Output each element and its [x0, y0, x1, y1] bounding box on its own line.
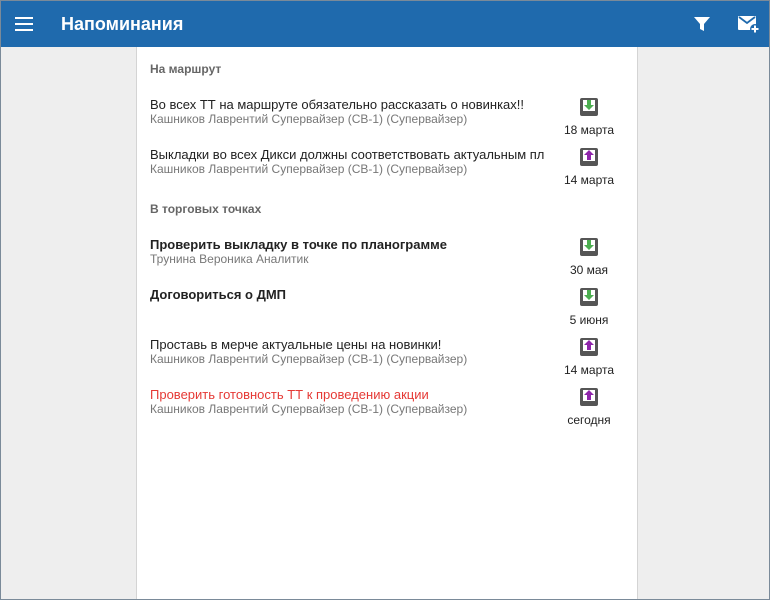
upload-arrow-icon	[579, 147, 599, 167]
reminder-author: Кашников Лаврентий Супервайзер (СВ-1) (Супервайзер)	[150, 402, 468, 416]
reminder-date: 5 июня	[569, 313, 609, 327]
reminder-date: 18 марта	[563, 123, 615, 137]
upload-arrow-icon	[579, 387, 599, 407]
download-arrow-icon	[579, 237, 599, 257]
reminder-text: Выкладки во всех Дикси должны соответствовать актуальным пл	[150, 147, 545, 162]
menu-icon[interactable]	[13, 13, 35, 35]
reminder-text: Во всех ТТ на маршруте обязательно рассказать о новинках!!	[150, 97, 525, 112]
reminder-text: Проверить выкладку в точке по планограмме	[150, 237, 447, 252]
reminder-text: Проверить готовность ТТ к проведению акции	[150, 387, 429, 402]
reminder-date: 14 марта	[563, 173, 615, 187]
reminder-author: Кашников Лаврентий Супервайзер (СВ-1) (Супервайзер)	[150, 112, 468, 126]
reminder-item[interactable]	[137, 337, 637, 383]
page-title: Напоминания	[61, 14, 184, 34]
download-arrow-icon	[579, 287, 599, 307]
download-arrow-icon	[579, 97, 599, 117]
reminder-item[interactable]	[137, 387, 637, 433]
reminder-item[interactable]	[137, 287, 637, 333]
app-bar	[1, 1, 769, 47]
reminder-item[interactable]	[137, 147, 637, 193]
reminder-author: Кашников Лаврентий Супервайзер (СВ-1) (Супервайзер)	[150, 352, 468, 366]
reminder-date: 30 мая	[569, 263, 609, 277]
reminder-author: Трунина Вероника Аналитик	[150, 252, 309, 266]
new-message-icon[interactable]	[737, 13, 761, 35]
reminder-date: сегодня	[567, 413, 611, 427]
reminder-text: Проставь в мерче актуальные цены на новинки!	[150, 337, 442, 352]
reminders-panel	[136, 47, 638, 600]
reminder-item[interactable]	[137, 237, 637, 283]
reminder-item[interactable]	[137, 97, 637, 143]
reminder-date: 14 марта	[563, 363, 615, 377]
section-title-outlets: В торговых точках	[150, 202, 262, 216]
section-title-route: На маршрут	[150, 62, 222, 76]
upload-arrow-icon	[579, 337, 599, 357]
filter-icon[interactable]	[691, 13, 713, 35]
reminder-author: Кашников Лаврентий Супервайзер (СВ-1) (Супервайзер)	[150, 162, 468, 176]
reminder-text: Договориться о ДМП	[150, 287, 287, 302]
